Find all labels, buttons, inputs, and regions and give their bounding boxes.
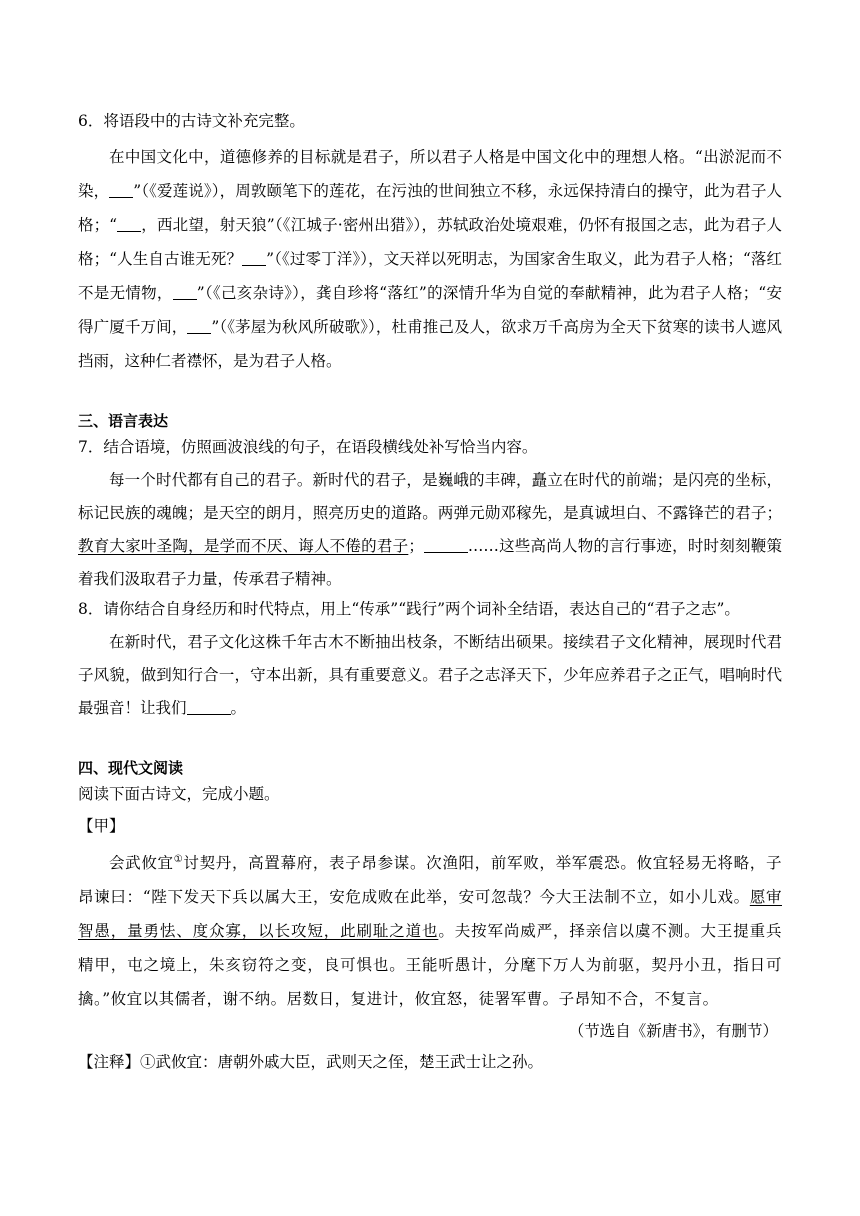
q7-text-3: ……这些高尚人物的言行事迹，时时刻刻鞭策着我们汲取君子力量，传承君子精神。	[78, 537, 782, 588]
q8-stem: 8．请你结合自身经历和时代特点，用上“传承”“践行”两个词补全结语，表达自己的“君子之志”。	[78, 600, 740, 618]
q7-blank[interactable]	[424, 536, 468, 553]
q7-stem: 7．结合语境，仿照画波浪线的句子，在语段横线处补写恰当内容。	[78, 438, 538, 456]
q6-paragraph	[78, 140, 782, 378]
q6-text-3: ，西北望，射天狼”（《江城子·密州出猎》），苏轼政治处境艰难，仍怀有报国之志，此为君子人格；“人生自古谁无死？	[78, 216, 782, 268]
passage-underlined-sentence: 愿审智愚，量勇怯、度众寡，以长攻短，此刷耻之道也	[78, 888, 782, 941]
q7-wavy-sentence: 教育大家叶圣陶，是学而不厌、诲人不倦的君子	[78, 537, 409, 555]
q6-blank-3[interactable]	[242, 249, 266, 266]
passage-text-2: 讨契丹，高置幕府，表子昂参谋。次渔阳，前军败，举军震恐。攸宜轻易无将略，子昂谏曰：“陛下发天下兵以属大王，安危成败在此举，安可忽哉？今大王法制不立，如小儿戏。	[78, 854, 782, 907]
q6-blank-5[interactable]	[187, 317, 211, 334]
note-marker: ①	[173, 854, 184, 865]
q8-text-1: 在新时代，君子文化这株千年古木不断抽出枝条，不断结出硕果。接续君子文化精神，展现时代君子风貌，做到知行合一，守本出新，具有重要意义。君子之志泽天下，少年应养君子之正气，唱响时代最强音！让我们	[78, 633, 782, 717]
reading-label-jia: 【甲】	[78, 817, 125, 835]
reading-intro: 阅读下面古诗文，完成小题。	[78, 785, 280, 803]
q6-blank-4[interactable]	[173, 283, 197, 300]
q6-text-2: ”（《爱莲说》），周敦颐笔下的莲花，在污浊的世间独立不移，永远保持清白的操守，此为君子人格；“	[78, 182, 782, 234]
passage-text-1: 会武攸宜	[109, 854, 174, 873]
q6-text-4: ”（《过零丁洋》），文天祥以死明志，为国家舍生取义，此为君子人格；“落红不是无情物，	[78, 250, 782, 302]
q6-blank-2[interactable]	[117, 215, 141, 232]
q8-paragraph	[78, 626, 782, 725]
q7-text-2: ；	[408, 537, 424, 555]
q6-text-1: 在中国文化中，道德修养的目标就是君子，所以君子人格是中国文化中的理想人格。“出淤泥而不染，	[78, 148, 782, 200]
q6-text-5: ”（《己亥杂诗》），龚自珍将“落红”的深情升华为自觉的奉献精神，此为君子人格；“安得广厦千万间，	[78, 284, 782, 336]
q6-text-6: ”（《茅屋为秋风所破歌》），杜甫推己及人，欲求万千高房为全天下贫寒的读书人遮风挡雨，这种仁者襟怀，是为君子人格。	[78, 318, 782, 370]
exam-page	[78, 108, 782, 1078]
reading-passage	[78, 843, 782, 1016]
passage-source: （节选自《新唐书》，有删节）	[568, 1022, 778, 1041]
q8-text-2: 。	[230, 699, 247, 717]
note-label: 【注释】	[78, 1053, 141, 1072]
section-4-title: 四、现代文阅读	[78, 759, 184, 777]
passage-note	[78, 1046, 782, 1078]
q8-blank[interactable]	[187, 698, 231, 715]
q7-text-1: 每一个时代都有自己的君子。新时代的君子，是巍峨的丰碑，矗立在时代的前端；是闪亮的坐标，标记民族的魂魄；是天空的朗月，照亮历史的道路。两弹元勋邓稼先，是真诚坦白、不露锋芒的君子；	[78, 471, 782, 522]
q6-blank-1[interactable]	[109, 181, 133, 198]
q7-paragraph	[78, 464, 782, 596]
note-text: ①武攸宜：唐朝外戚大臣，武则天之侄，楚王武士让之孙。	[140, 1053, 544, 1072]
passage-text-3: 。夫按军尚威严，择亲信以虞不测。大王提重兵精甲，屯之境上，朱亥窃符之变，良可惧也。王能听愚计，分麾下万人为前驱，契丹小丑，指日可擒。”攸宜以其儒者，谢不纳。居数日，复进计，攸宜怒，徒署军曹。子昂知不合，不复言。	[78, 922, 782, 1009]
q6-stem: 6．将语段中的古诗文补充完整。	[78, 112, 305, 130]
section-3-title: 三、语言表达	[78, 412, 169, 430]
